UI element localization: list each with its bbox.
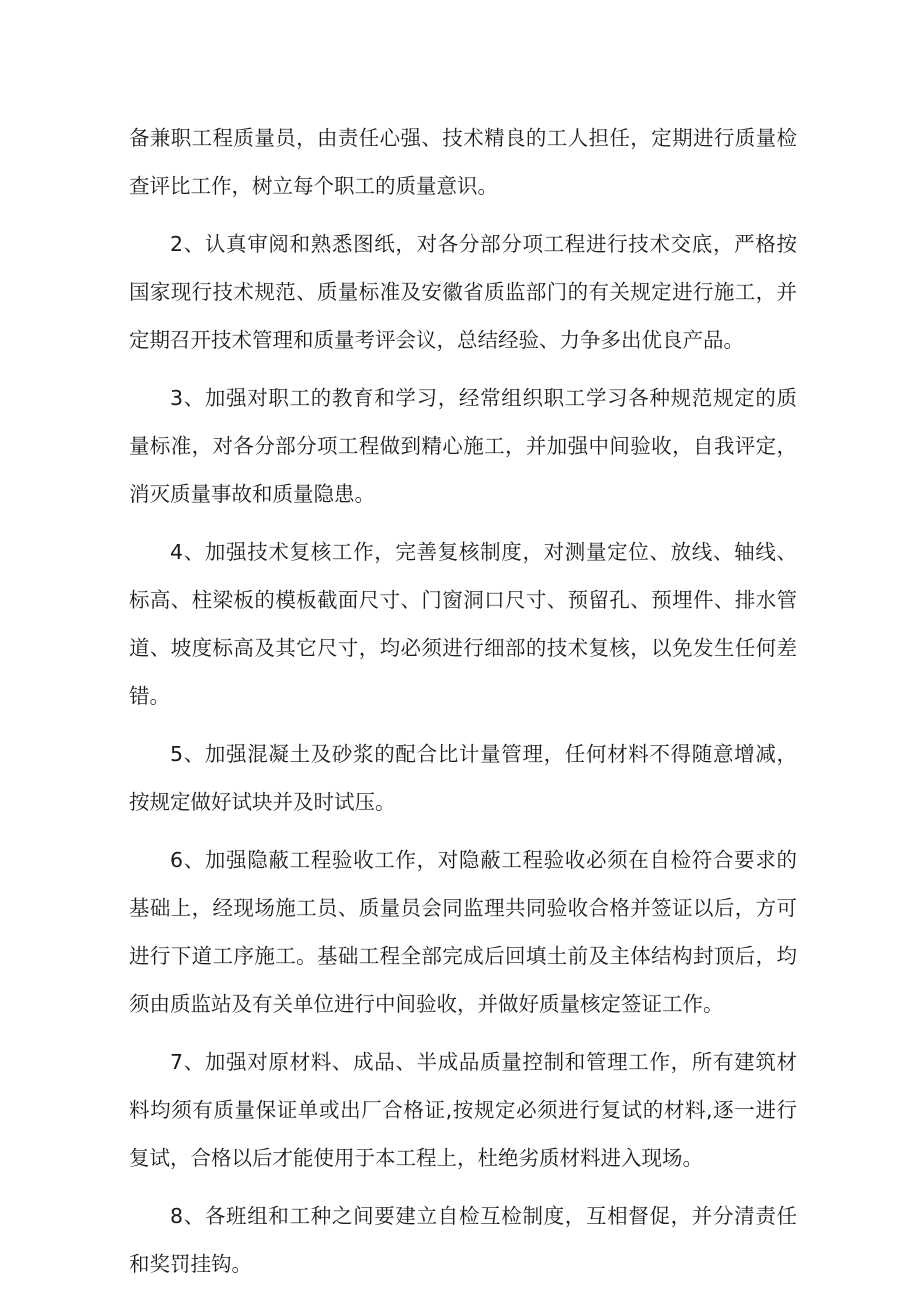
paragraph-item-6: 6、加强隐蔽工程验收工作，对隐蔽工程验收必须在自检符合要求的基础上，经现场施工员、质量员会同监理共同验收合格并签证以后，方可进行下道工序施工。基础工程全部完成后回填土前及主体结构封顶后，均须由质监站及有关单位进行中间验收，并做好质量核定签证工作。 xyxy=(129,848,797,1016)
paragraph-item-8: 8、各班组和工种之间要建立自检互检制度，互相督促，并分清责任和奖罚挂钩。 xyxy=(129,1204,797,1276)
paragraph-item-3: 3、加强对职工的教育和学习，经常组织职工学习各种规范规定的质量标准，对各分部分项工程做到精心施工，并加强中间验收，自我评定，消灭质量事故和质量隐患。 xyxy=(129,386,797,506)
document-body xyxy=(129,114,797,1298)
paragraph-item-5: 5、加强混凝土及砂浆的配合比计量管理，任何材料不得随意增减，按规定做好试块并及时试压。 xyxy=(129,742,797,814)
paragraph-item-7: 7、加强对原材料、成品、半成品质量控制和管理工作，所有建筑材料均须有质量保证单或出厂合格证,按规定必须进行复试的材料,逐一进行复试，合格以后才能使用于本工程上，杜绝劣质材料进入现场。 xyxy=(129,1050,797,1170)
paragraph-item-4: 4、加强技术复核工作，完善复核制度，对测量定位、放线、轴线、标高、柱梁板的模板截面尺寸、门窗洞口尺寸、预留孔、预埋件、排水管道、坡度标高及其它尺寸，均必须进行细部的技术复核，以免发生任何差错。 xyxy=(129,540,797,708)
paragraph-continuation: 备兼职工程质量员，由责任心强、技术精良的工人担任，定期进行质量检查评比工作，树立每个职工的质量意识。 xyxy=(129,126,797,198)
paragraph-item-2: 2、认真审阅和熟悉图纸，对各分部分项工程进行技术交底，严格按国家现行技术规范、质量标准及安徽省质监部门的有关规定进行施工，并定期召开技术管理和质量考评会议，总结经验、力争多出优良产品。 xyxy=(129,232,797,352)
